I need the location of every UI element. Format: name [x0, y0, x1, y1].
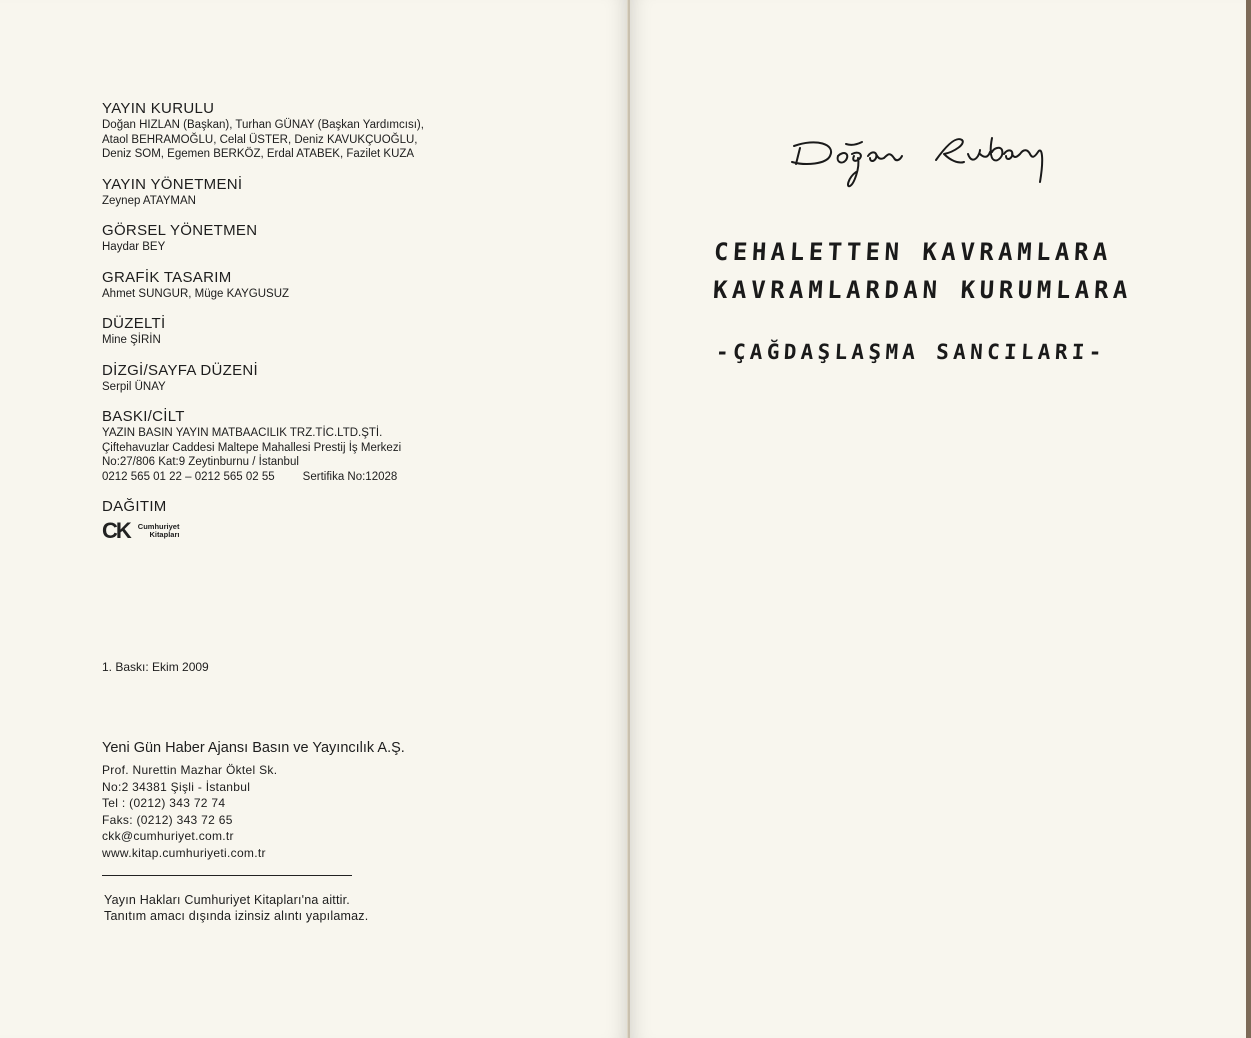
publisher-email: ckk@cumhuriyet.com.tr — [102, 829, 234, 843]
publisher-line: Faks: (0212) 343 72 65 — [102, 812, 233, 827]
divider-rule — [102, 875, 352, 876]
publisher-line: Tel : (0212) 343 72 74 — [102, 796, 226, 810]
cumhuriyet-kitaplari-logo — [102, 518, 542, 544]
section-line: Ahmet SUNGUR, Müge KAYGUSUZ — [102, 287, 290, 300]
handwritten-line-1: CEHALETTEN KAVRAMLARA — [713, 238, 1113, 266]
colophon — [102, 100, 542, 558]
section-dizgi — [102, 362, 542, 395]
section-line: No:27/806 Kat:9 Zeytinburnu / İstanbul — [102, 456, 299, 468]
phone-numbers: 0212 565 01 22 – 0212 565 02 55 — [102, 470, 275, 483]
section-line: Haydar BEY — [102, 241, 166, 253]
section-heading: GÖRSEL YÖNETMEN — [102, 222, 258, 239]
section-line: Deniz SOM, Egemen BERKÖZ, Erdal ATABEK, Fazilet KUZA — [102, 148, 415, 160]
section-line: Çiftehavuzlar Caddesi Maltepe Mahallesi Prestij İş Merkezi — [102, 441, 402, 454]
publisher-name: Yeni Gün Haber Ajansı Basın ve Yayıncılık A.Ş. — [102, 740, 405, 756]
section-line: YAZIN BASIN YAYIN MATBAACILIK TRZ.TİC.LTD.ŞTİ. — [102, 427, 383, 439]
section-line: Doğan HIZLAN (Başkan), Turhan GÜNAY (Başkan Yardımcısı), — [102, 119, 424, 131]
section-dagitim — [102, 498, 542, 544]
logo-text-line: Kitapları — [149, 530, 180, 539]
publisher-line: No:2 34381 Şişli - İstanbul — [102, 779, 251, 794]
rights-line: Yayın Hakları Cumhuriyet Kitapları'na aittir. — [104, 893, 350, 907]
rights-line: Tanıtım amacı dışında izinsiz alıntı yapılamaz. — [104, 909, 369, 923]
handwritten-line-2: KAVRAMLARDAN KURUMLARA — [712, 276, 1133, 304]
section-gorsel-yonetmen — [102, 222, 542, 255]
section-heading: YAYIN YÖNETMENİ — [102, 175, 243, 193]
section-heading: YAYIN KURULU — [102, 100, 215, 117]
section-yayin-yonetmeni — [102, 176, 542, 209]
edition-note: 1. Baskı: Ekim 2009 — [102, 660, 209, 674]
section-heading: GRAFİK TASARIM — [102, 268, 232, 286]
certificate-number: Sertifika No:12028 — [302, 470, 398, 483]
section-line: Serpil ÜNAY — [102, 380, 166, 393]
section-heading: DAĞITIM — [102, 498, 167, 515]
signature — [786, 132, 1066, 194]
handwritten-line-3: -ÇAĞDAŞLAŞMA SANCILARI- — [715, 340, 1107, 364]
section-line: Zeynep ATAYMAN — [102, 194, 196, 207]
section-duzelti — [102, 315, 542, 348]
section-heading: DİZGİ/SAYFA DÜZENİ — [102, 361, 258, 379]
section-yayin-kurulu — [102, 100, 542, 162]
publisher-website: www.kitap.cumhuriyeti.com.tr — [102, 845, 266, 860]
section-heading: DÜZELTİ — [102, 315, 166, 332]
publisher-block — [102, 740, 405, 861]
logo-text-line: Cumhuriyet — [137, 522, 180, 531]
cover-edge — [1246, 0, 1251, 1038]
phone-row — [102, 470, 542, 485]
section-heading: BASKI/CİLT — [102, 408, 185, 425]
ck-logo-mark: CK — [102, 518, 130, 543]
section-grafik-tasarim — [102, 269, 542, 302]
publisher-line: Prof. Nurettin Mazhar Öktel Sk. — [102, 763, 278, 777]
section-line: Ataol BEHRAMOĞLU, Celal ÜSTER, Deniz KAVUKÇUOĞLU, — [102, 133, 418, 146]
section-line: Mine ŞİRİN — [102, 334, 161, 346]
rights-notice — [104, 892, 368, 924]
section-baski-cilt — [102, 408, 542, 484]
logo-text — [138, 523, 180, 539]
